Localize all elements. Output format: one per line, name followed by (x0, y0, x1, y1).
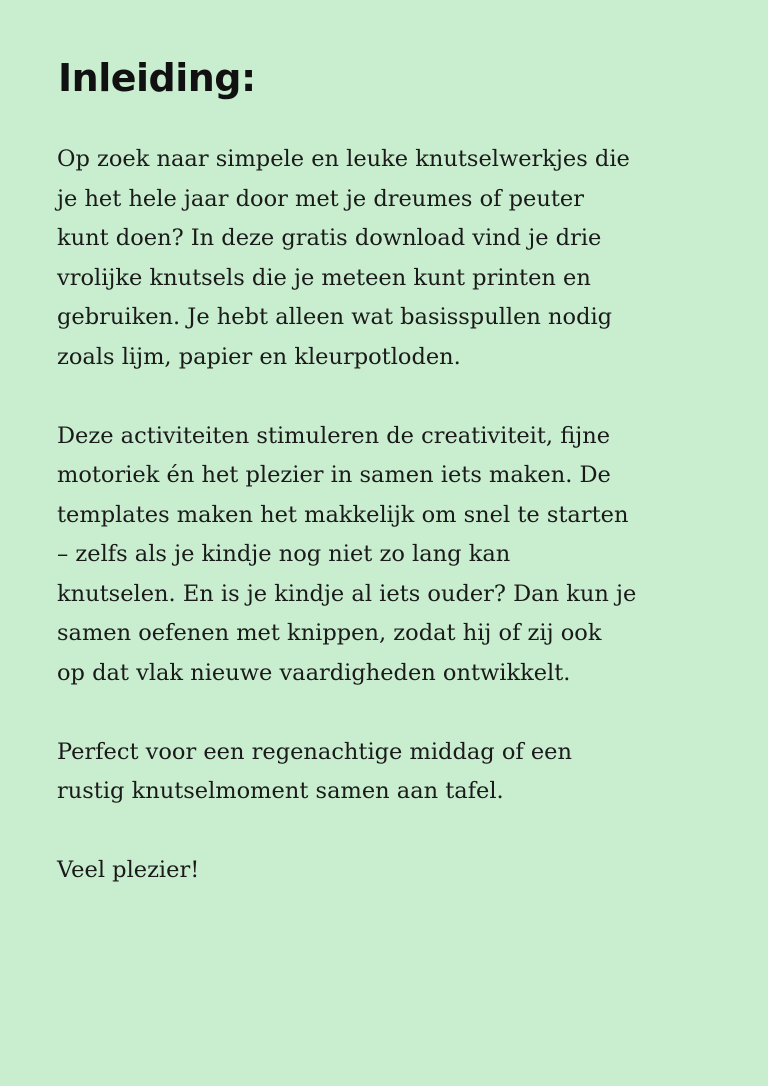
text-line: samen oefenen met knippen, zodat hij of zij ook (57, 620, 602, 646)
text-line: Veel plezier! (57, 857, 200, 883)
text-line: Op zoek naar simpele en leuke knutselwerkjes die (57, 146, 630, 172)
activities-paragraph (57, 417, 717, 694)
text-line: vrolijke knutsels die je meteen kunt printen en (57, 264, 591, 291)
closing-paragraph (57, 851, 717, 891)
text-line: Perfect voor een regenachtige middag of een (57, 738, 572, 765)
text-line: rustig knutselmoment samen aan tafel. (57, 778, 504, 804)
text-line: Deze activiteiten stimuleren de creativiteit, fijne (57, 422, 611, 449)
perfect-paragraph (57, 733, 717, 812)
text-line: knutselen. En is je kindje al iets ouder? Dan kun je (57, 580, 637, 607)
text-line: gebruiken. Je hebt alleen wat basisspullen nodig (57, 304, 613, 330)
text-line: zoals lijm, papier en kleurpotloden. (57, 343, 461, 370)
page-title: Inleiding: (58, 56, 256, 100)
body-text (57, 140, 717, 930)
text-line: – zelfs als je kindje nog niet zo lang kan (57, 541, 511, 567)
intro-paragraph (57, 140, 717, 377)
text-line: op dat vlak nieuwe vaardigheden ontwikkelt. (57, 659, 571, 686)
text-line: templates maken het makkelijk om snel te starten (57, 501, 629, 528)
text-line: kunt doen? In deze gratis download vind je drie (57, 225, 602, 251)
text-line: motoriek én het plezier in samen iets maken. De (57, 462, 611, 488)
text-line: je het hele jaar door met je dreumes of peuter (57, 185, 584, 212)
